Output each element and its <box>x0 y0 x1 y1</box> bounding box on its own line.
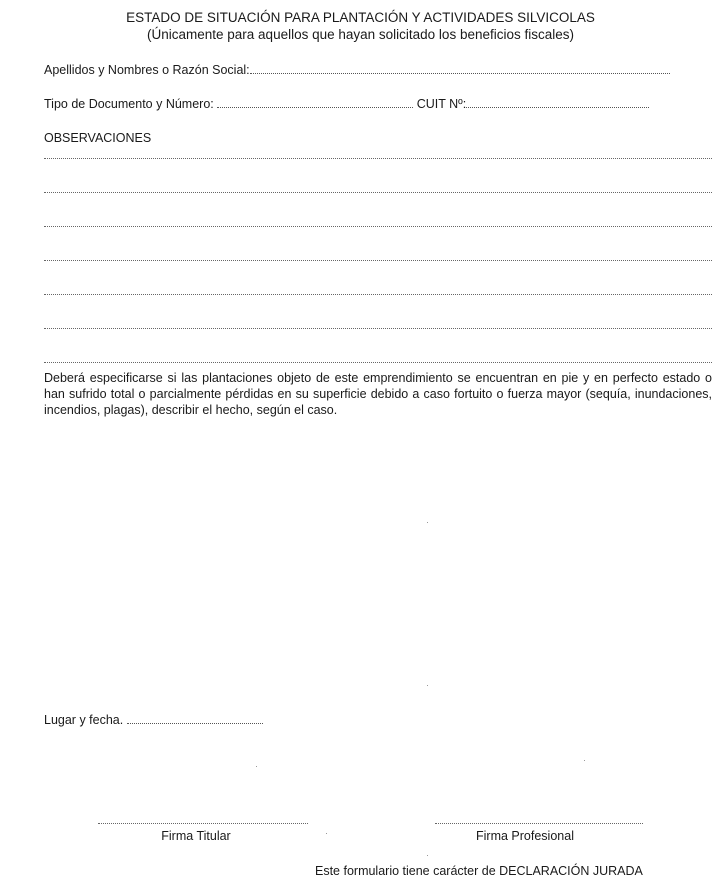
sworn-declaration-note: Este formulario tiene carácter de DECLARACIÓN JURADA <box>315 864 643 878</box>
document-field-row <box>44 96 649 112</box>
scan-speck <box>427 855 428 856</box>
place-date-line[interactable] <box>127 712 263 724</box>
observation-line[interactable] <box>44 158 712 159</box>
observation-line[interactable] <box>44 328 712 329</box>
form-title: ESTADO DE SITUACIÓN PARA PLANTACIÓN Y ACTIVIDADES SILVICOLAS <box>126 10 595 25</box>
place-date-label: Lugar y fecha. <box>44 713 124 727</box>
cuit-field-line[interactable] <box>466 96 649 108</box>
form-subtitle: (Únicamente para aquellos que hayan solicitado los beneficios fiscales) <box>147 27 574 42</box>
document-field-line[interactable] <box>217 96 413 108</box>
scan-speck <box>326 833 327 834</box>
document-field-label: Tipo de Documento y Número: <box>44 97 214 111</box>
scan-speck <box>427 685 428 686</box>
name-field-label: Apellidos y Nombres o Razón Social: <box>44 63 250 77</box>
observation-line[interactable] <box>44 294 712 295</box>
instructions-paragraph: Deberá especificarse si las plantaciones objeto de este emprendimiento se encuentran en pie y en perfecto estado o han sufrido total o parcialmente pérdidas en su superficie debido a caso fortuito o fuerza mayor (sequía, inundaciones, incendios, plagas), describir el hecho, según el caso. <box>44 371 712 417</box>
place-date-row <box>44 712 263 728</box>
observation-line[interactable] <box>44 192 712 193</box>
scan-speck <box>256 766 257 767</box>
name-field-row <box>44 62 670 78</box>
holder-signature-label: Firma Titular <box>161 829 231 843</box>
scan-speck <box>584 760 585 761</box>
observation-line[interactable] <box>44 362 712 363</box>
form-header <box>0 9 721 43</box>
scan-speck <box>427 522 428 523</box>
observations-label: OBSERVACIONES <box>44 131 152 145</box>
holder-signature-line[interactable] <box>98 823 308 824</box>
name-field-line[interactable] <box>250 62 670 74</box>
observation-line[interactable] <box>44 226 712 227</box>
observation-line[interactable] <box>44 260 712 261</box>
professional-signature-label: Firma Profesional <box>476 829 574 843</box>
professional-signature-line[interactable] <box>435 823 643 824</box>
cuit-field-label: CUIT Nº: <box>416 97 467 111</box>
